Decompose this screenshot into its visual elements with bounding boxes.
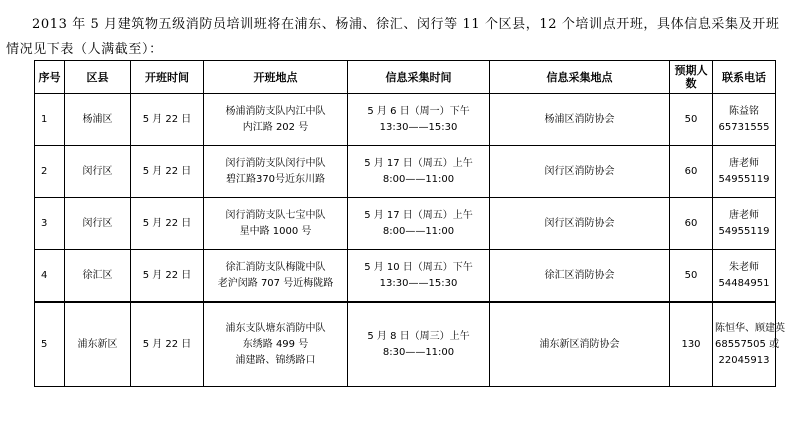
header-district: 区县 [65, 61, 131, 94]
contact-name: 唐老师 [729, 157, 759, 169]
cell-no: 5 [35, 302, 65, 387]
contact-name: 陈益铭 [729, 105, 759, 117]
cell-collect-time [348, 250, 490, 303]
training-schedule-table [34, 60, 785, 387]
collect-hours: 8:00——11:00 [382, 173, 455, 185]
cell-collect-place: 徐汇区消防协会 [490, 250, 670, 303]
header-expected: 预期人数 [670, 61, 713, 94]
collect-hours: 8:00——11:00 [382, 225, 455, 237]
header-phone: 联系电话 [713, 61, 776, 94]
cell-collect-place: 闵行区消防协会 [490, 146, 670, 198]
cell-no: 4 [35, 250, 65, 303]
location-line: 闵行消防支队闵行中队 [225, 157, 326, 169]
intro-line-1: 2013 年 5 月建筑物五级消防员培训班将在浦东、杨浦、徐汇、闵行等 11 个区县，12 个培训点开班，具体信息采集及开班 [32, 17, 780, 32]
cell-location [204, 146, 348, 198]
contact-name: 陈恒华、顾建英 [715, 322, 785, 334]
cell-location [204, 250, 348, 303]
header-start-time: 开班时间 [131, 61, 204, 94]
cell-district: 浦东新区 [65, 302, 131, 387]
table-row [35, 302, 776, 387]
contact-number: 54955119 [718, 173, 770, 185]
location-line: 内江路 202 号 [242, 121, 309, 133]
cell-location [204, 302, 348, 387]
contact-name: 唐老师 [729, 209, 759, 221]
cell-collect-place: 浦东新区消防协会 [490, 302, 670, 387]
header-collect-time: 信息采集时间 [348, 61, 490, 94]
cell-expected: 60 [670, 146, 713, 198]
cell-district: 徐汇区 [65, 250, 131, 303]
cell-start: 5 月 22 日 [131, 198, 204, 250]
contact-number: 54955119 [718, 225, 770, 237]
collect-date: 5 月 8 日（周三）上午 [367, 330, 470, 342]
header-location: 开班地点 [204, 61, 348, 94]
table-row [35, 94, 776, 146]
location-line: 徐汇消防支队梅陇中队 [225, 261, 326, 273]
cell-district: 闵行区 [65, 198, 131, 250]
location-line: 东绣路 499 号 [242, 338, 309, 350]
contact-number: 65731555 [718, 121, 770, 133]
cell-location [204, 198, 348, 250]
cell-expected: 50 [670, 94, 713, 146]
location-line: 浦建路、锦绣路口 [235, 354, 316, 366]
location-line: 闵行消防支队七宝中队 [225, 209, 326, 221]
cell-collect-time [348, 146, 490, 198]
cell-start: 5 月 22 日 [131, 146, 204, 198]
contact-number: 54484951 [718, 277, 770, 289]
cell-collect-place: 闵行区消防协会 [490, 198, 670, 250]
cell-start: 5 月 22 日 [131, 94, 204, 146]
collect-hours: 13:30——15:30 [379, 277, 458, 289]
cell-collect-place: 杨浦区消防协会 [490, 94, 670, 146]
collect-hours: 8:30——11:00 [382, 346, 455, 358]
intro-line-2: 情况见下表（人满截至）： [6, 42, 163, 57]
cell-start: 5 月 22 日 [131, 302, 204, 387]
collect-date: 5 月 17 日（周五）上午 [364, 209, 473, 221]
collect-date: 5 月 6 日（周一）下午 [367, 105, 470, 117]
cell-no: 2 [35, 146, 65, 198]
cell-location [204, 94, 348, 146]
intro-paragraph [6, 12, 796, 62]
location-line: 星中路 1000 号 [239, 225, 312, 237]
table-row [35, 250, 776, 303]
contact-number: 22045913 [718, 354, 770, 366]
collect-date: 5 月 10 日（周五）下午 [364, 261, 473, 273]
contact-number: 68557505 或 [715, 338, 780, 350]
table-header-row [35, 61, 776, 94]
collect-hours: 13:30——15:30 [379, 121, 458, 133]
cell-collect-time [348, 94, 490, 146]
cell-phone [713, 250, 776, 303]
cell-no: 3 [35, 198, 65, 250]
cell-phone [713, 146, 776, 198]
cell-expected: 60 [670, 198, 713, 250]
cell-no: 1 [35, 94, 65, 146]
header-no: 序号 [35, 61, 65, 94]
location-line: 杨浦消防支队内江中队 [225, 105, 326, 117]
cell-collect-time [348, 198, 490, 250]
cell-district: 闵行区 [65, 146, 131, 198]
cell-phone [713, 198, 776, 250]
cell-expected: 50 [670, 250, 713, 303]
header-collect-place: 信息采集地点 [490, 61, 670, 94]
cell-expected: 130 [670, 302, 713, 387]
cell-district: 杨浦区 [65, 94, 131, 146]
cell-collect-time [348, 302, 490, 387]
collect-date: 5 月 17 日（周五）上午 [364, 157, 473, 169]
location-line: 碧江路370号近东川路 [225, 173, 326, 185]
table-row [35, 146, 776, 198]
cell-phone [713, 302, 785, 387]
cell-start: 5 月 22 日 [131, 250, 204, 303]
table-row [35, 198, 776, 250]
contact-name: 朱老师 [729, 261, 759, 273]
location-line: 浦东支队塘东消防中队 [225, 322, 326, 334]
cell-phone [713, 94, 776, 146]
location-line: 老沪闵路 707 号近梅陇路 [217, 277, 334, 289]
